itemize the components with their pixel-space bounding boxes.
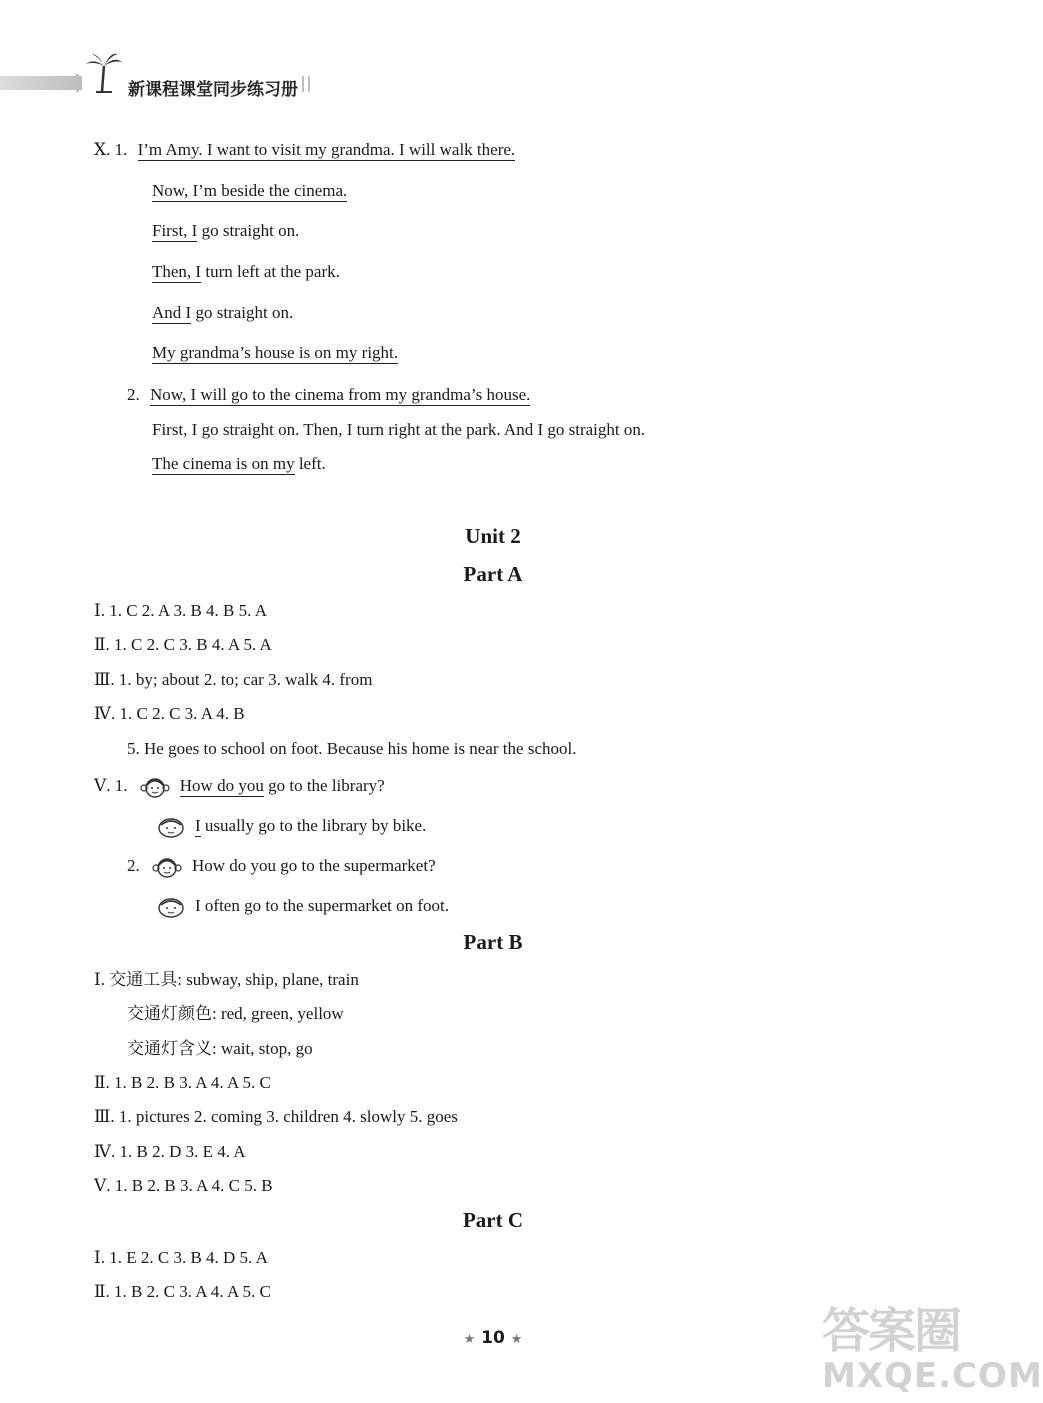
part-b-row1b: 交通灯颜色: red, green, yellow — [127, 1004, 344, 1023]
part-b-row1: Ⅰ. 交通工具: subway, ship, plane, train — [94, 970, 359, 989]
part-a-row1: Ⅰ. 1. C 2. A 3. B 4. B 5. A — [94, 601, 267, 620]
x-line5 — [152, 302, 293, 324]
part-b-title: Part B — [463, 930, 523, 954]
part-b-row2: Ⅱ. 1. B 2. B 3. A 4. A 5. C — [94, 1073, 271, 1092]
x-q2-line1 — [127, 384, 530, 406]
part-a-v2a: I — [195, 816, 201, 835]
part-a-v-label: Ⅴ. 1. — [94, 776, 128, 795]
part-c-title: Part C — [462, 1208, 524, 1232]
part-a-v3-text: How do you go to the supermarket? — [192, 856, 436, 875]
part-a-row2: Ⅱ. 1. C 2. C 3. B 4. A 5. A — [94, 635, 272, 654]
part-a-v2 — [157, 815, 426, 838]
part-a-row5: 5. He goes to school on foot. Because his home is near the school. — [127, 739, 577, 758]
part-c-row2: Ⅱ. 1. B 2. C 3. A 4. A 5. C — [94, 1282, 271, 1301]
x-q2-num: 2. — [127, 385, 140, 404]
part-a-v1b: go to the library? — [263, 776, 385, 795]
x-l9b: left. — [294, 454, 326, 473]
header-decor-end — [302, 76, 310, 92]
part-a-row3: Ⅲ. 1. by; about 2. to; car 3. walk 4. from — [94, 670, 373, 689]
part-a-title: Part A — [463, 562, 523, 586]
part-c-row1: Ⅰ. 1. E 2. C 3. B 4. D 5. A — [94, 1248, 268, 1267]
x-l5b: go straight on. — [191, 303, 294, 322]
part-a-row4: Ⅳ. 1. C 2. C 3. A 4. B — [94, 704, 245, 723]
x-l4a: Then, I — [152, 262, 202, 281]
x-l2: Now, I’m beside the cinema. — [152, 181, 348, 200]
part-a-v3-num: 2. — [127, 856, 140, 875]
x-q1-line1 — [94, 139, 515, 161]
x-l3a: First, I — [152, 221, 198, 240]
star-icon: ★ — [510, 1332, 523, 1347]
x-l5a: And I — [152, 303, 192, 322]
x-line4 — [152, 261, 340, 283]
palm-tree-icon — [84, 52, 124, 94]
x-line3 — [152, 220, 299, 242]
x-l7: Now, I will go to the cinema from my grandma’s house. — [150, 385, 531, 404]
x-line6 — [152, 342, 398, 364]
page-number: 10 — [481, 1328, 505, 1348]
x-line2 — [152, 180, 347, 202]
part-b-row4: Ⅳ. 1. B 2. D 3. E 4. A — [94, 1142, 246, 1161]
part-b-row1c: 交通灯含义: wait, stop, go — [127, 1039, 313, 1058]
x-l1: I’m Amy. I want to visit my grandma. I will walk there. — [137, 140, 516, 159]
x-l3b: go straight on. — [197, 221, 300, 240]
x-l4b: turn left at the park. — [201, 262, 340, 281]
header-title: 新课程课堂同步练习册 — [128, 80, 298, 100]
header-decor-bar — [0, 76, 82, 90]
part-a-v3 — [127, 855, 436, 879]
part-b-row5: Ⅴ. 1. B 2. B 3. A 4. C 5. B — [94, 1176, 273, 1195]
girl-face-icon — [152, 855, 182, 879]
watermark — [822, 1304, 1043, 1394]
part-b-row3: Ⅲ. 1. pictures 2. coming 3. children 4. slowly 5. goes — [94, 1107, 458, 1126]
x-label: Ⅹ. 1. — [94, 140, 128, 159]
part-a-v4 — [157, 895, 449, 918]
boy-face-icon — [157, 816, 185, 838]
girl-face-icon — [140, 775, 170, 799]
x-line8: First, I go straight on. Then, I turn right at the park. And I go straight on. — [152, 420, 646, 439]
unit-title: Unit 2 — [465, 524, 521, 548]
star-icon: ★ — [463, 1332, 476, 1347]
boy-face-icon — [157, 896, 185, 918]
header-decor-bar — [76, 74, 79, 92]
x-line9 — [152, 453, 326, 475]
watermark-line2: MXQE.COM — [822, 1356, 1043, 1396]
x-l6: My grandma’s house is on my right. — [152, 343, 399, 362]
watermark-line1: 答案圈 — [822, 1303, 961, 1359]
x-l9a: The cinema is on my — [152, 454, 295, 473]
part-a-v4-text: I often go to the supermarket on foot. — [195, 896, 449, 915]
part-a-v1 — [94, 775, 385, 799]
part-a-v1a: How do you — [179, 776, 264, 795]
part-a-v2b: usually go to the library by bike. — [200, 816, 427, 835]
